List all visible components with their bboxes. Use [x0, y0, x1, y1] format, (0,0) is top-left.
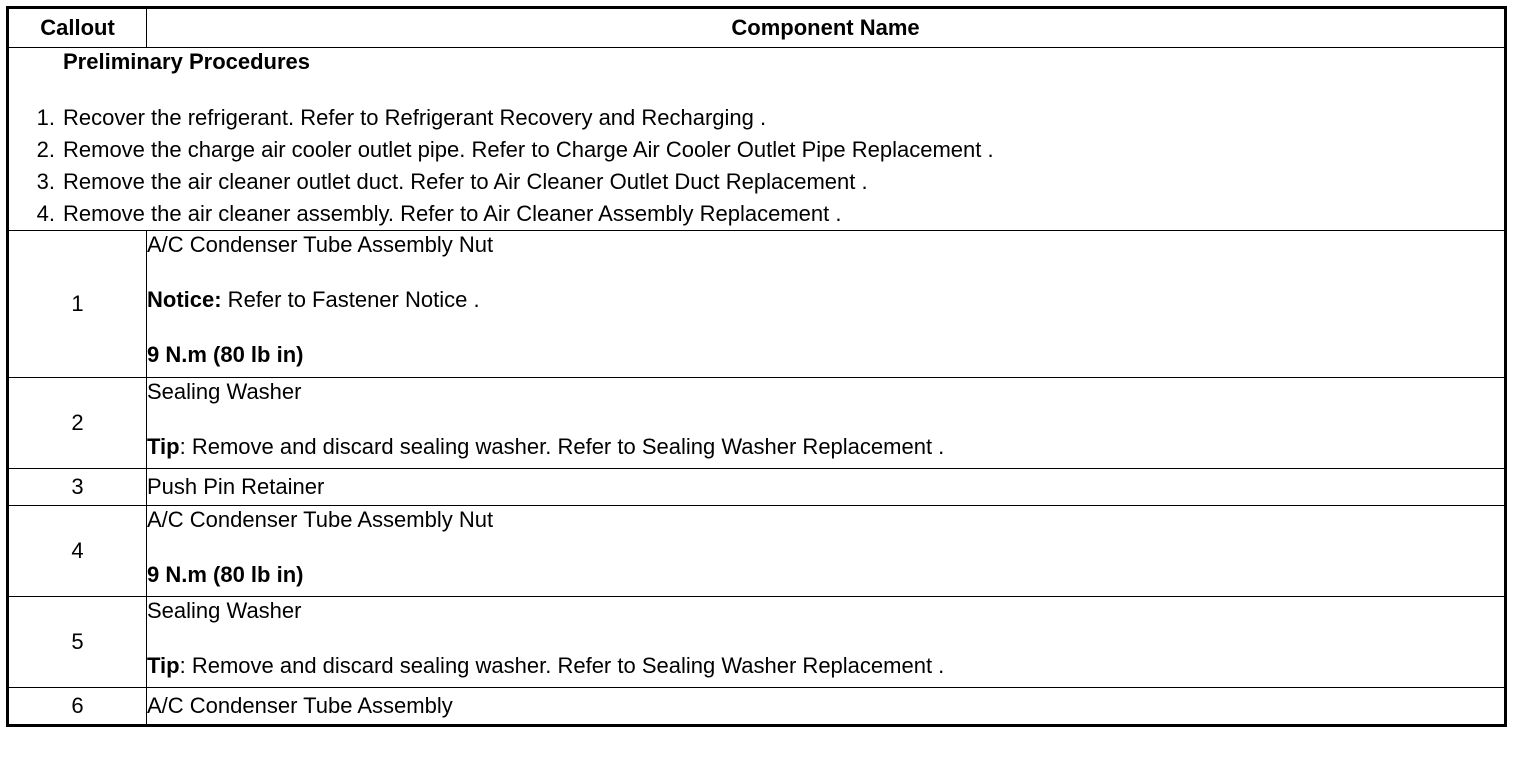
step-text: Recover the refrigerant. Refer to Refrigerant Recovery and Recharging .: [63, 105, 767, 130]
table-row: [8, 469, 1506, 506]
tip-line: [147, 652, 1504, 680]
preliminary-step: [9, 102, 1504, 134]
table-header-row: [8, 8, 1506, 48]
preliminary-title: Preliminary Procedures: [63, 49, 311, 74]
step-number: 1.: [36, 105, 55, 130]
header-component-name: Component Name: [147, 8, 1506, 48]
step-text: Remove the air cleaner assembly. Refer to Air Cleaner Assembly Replacement .: [63, 201, 842, 226]
component-cell: [147, 378, 1506, 469]
component-table: [6, 6, 1507, 727]
table-row: [8, 506, 1506, 597]
tip-label: Tip: [147, 434, 180, 459]
table-row: [8, 378, 1506, 469]
table-row: [8, 688, 1506, 726]
component-cell: [147, 688, 1506, 726]
step-text: Remove the charge air cooler outlet pipe. Refer to Charge Air Cooler Outlet Pipe Replacement .: [63, 137, 994, 162]
callout-cell: 6: [8, 688, 147, 726]
step-number: 3.: [36, 169, 55, 194]
notice-text: Refer to Fastener Notice .: [221, 287, 480, 312]
callout-cell: 3: [8, 469, 147, 506]
step-number: 4.: [36, 201, 55, 226]
component-cell: [147, 597, 1506, 688]
callout-cell: 4: [8, 506, 147, 597]
component-name: Sealing Washer: [147, 379, 302, 404]
notice-line: [147, 286, 1504, 314]
step-text: Remove the air cleaner outlet duct. Refer to Air Cleaner Outlet Duct Replacement .: [63, 169, 868, 194]
table-row: [8, 597, 1506, 688]
tip-text: : Remove and discard sealing washer. Refer to Sealing Washer Replacement .: [179, 434, 945, 459]
step-number: 2.: [36, 137, 55, 162]
callout-cell: 2: [8, 378, 147, 469]
component-name: Sealing Washer: [147, 598, 302, 623]
preliminary-step: [9, 134, 1504, 166]
preliminary-procedures: [8, 48, 1506, 231]
component-name: A/C Condenser Tube Assembly Nut: [147, 232, 494, 257]
callout-cell: 1: [8, 231, 147, 378]
preliminary-row: [8, 48, 1506, 231]
component-cell: [147, 469, 1506, 506]
torque-value: 9 N.m (80 lb in): [147, 562, 304, 587]
tip-line: [147, 433, 1504, 461]
component-name: A/C Condenser Tube Assembly: [147, 693, 453, 718]
tip-text: : Remove and discard sealing washer. Refer to Sealing Washer Replacement .: [179, 653, 945, 678]
torque-value: 9 N.m (80 lb in): [147, 342, 304, 367]
component-name: Push Pin Retainer: [147, 474, 325, 499]
component-name: A/C Condenser Tube Assembly Nut: [147, 507, 494, 532]
component-cell: [147, 231, 1506, 378]
header-callout: Callout: [8, 8, 147, 48]
component-cell: [147, 506, 1506, 597]
table-row: [8, 231, 1506, 378]
preliminary-step: [9, 166, 1504, 198]
notice-label: Notice:: [147, 287, 222, 312]
torque-spec: [147, 341, 1504, 369]
tip-label: Tip: [147, 653, 180, 678]
torque-spec: [147, 561, 1504, 589]
preliminary-step: [9, 198, 1504, 230]
callout-cell: 5: [8, 597, 147, 688]
